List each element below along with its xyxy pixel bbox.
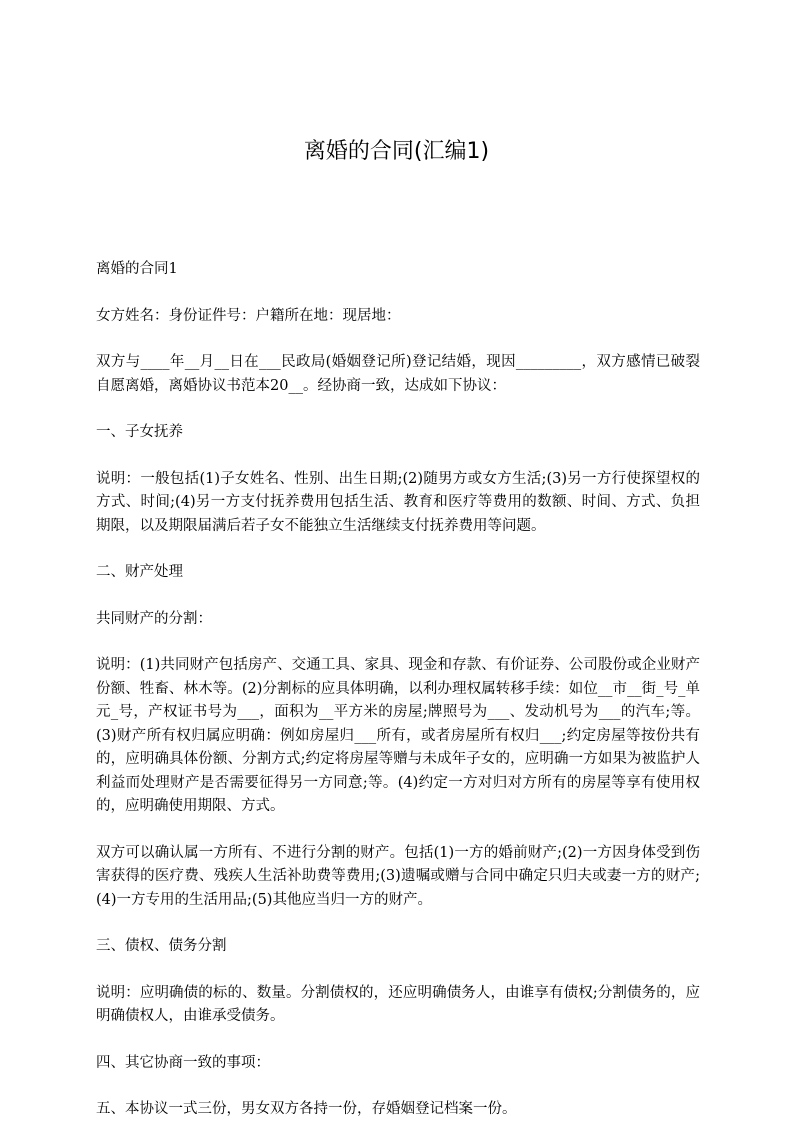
marriage-statement-paragraph: 双方与____年__月__日在___民政局(婚姻登记所)登记结婚，现因_________，双方感情已破裂自愿离婚，离婚协议书范本20__。经协商一致，达成如下协议： <box>96 354 700 394</box>
document-title: 离婚的合同(汇编1) <box>303 139 490 164</box>
property-division-explanation: 说明：(1)共同财产包括房产、交通工具、家具、现金和存款、有价证券、公司股份或企业财产份额、牲畜、林木等。(2)分割标的应具体明确，以利办理权属转移手续：如位__市__街_号_单元_号，产权证书号为___，面积为__平方米的房屋;牌照号为___、发动机号为___的汽车;等。(3)财产所有权归属应明确：例如房屋归___所有，或者房屋所有权归___;约定房屋等按份共有的，应明确具体份额、分割方式;约定将房屋等赠与未成年子女的，应明确一方如果为被监护人利益而处理财产是否需要征得另一方同意;等。(4)约定一方对归对方所有的房屋等享有使用权的，应明确使用期限、方式。 <box>96 657 700 814</box>
child-custody-explanation: 说明：一般包括(1)子女姓名、性别、出生日期;(2)随男方或女方生活;(3)另一方行使探望权的方式、时间;(4)另一方支付抚养费用包括生活、教育和医疗等费用的数额、时间、方式、负担期限，以及期限届满后若子女不能独立生活继续支付抚养费用等问题。 <box>96 470 700 534</box>
debt-division-explanation: 说明：应明确债的标的、数量。分割债权的，还应明确债务人，由谁享有债权;分割债务的，应明确债权人，由谁承受债务。 <box>96 984 700 1024</box>
copies-clause: 五、本协议一式三份，男女双方各持一份，存婚姻登记档案一份。 <box>96 1101 517 1117</box>
contract-subtitle: 离婚的合同1 <box>96 261 178 277</box>
section-heading-other-matters: 四、其它协商一致的事项： <box>96 1054 270 1071</box>
section-heading-child-custody: 一、子女抚养 <box>96 424 183 440</box>
party-info-line: 女方姓名：身份证件号：户籍所在地：现居地： <box>96 307 401 324</box>
section-heading-property: 二、财产处理 <box>96 564 183 580</box>
section-heading-debts: 三、债权、债务分割 <box>96 938 227 954</box>
joint-property-heading: 共同财产的分割： <box>96 610 212 627</box>
document-body <box>96 258 700 1122</box>
separate-property-paragraph: 双方可以确认属一方所有、不进行分割的财产。包括(1)一方的婚前财产;(2)一方因身体受到伤害获得的医疗费、残疾人生活补助费等费用;(3)遗嘱或赠与合同中确定只归夫或妻一方的财产;(4)一方专用的生活用品;(5)其他应当归一方的财产。 <box>96 844 700 908</box>
